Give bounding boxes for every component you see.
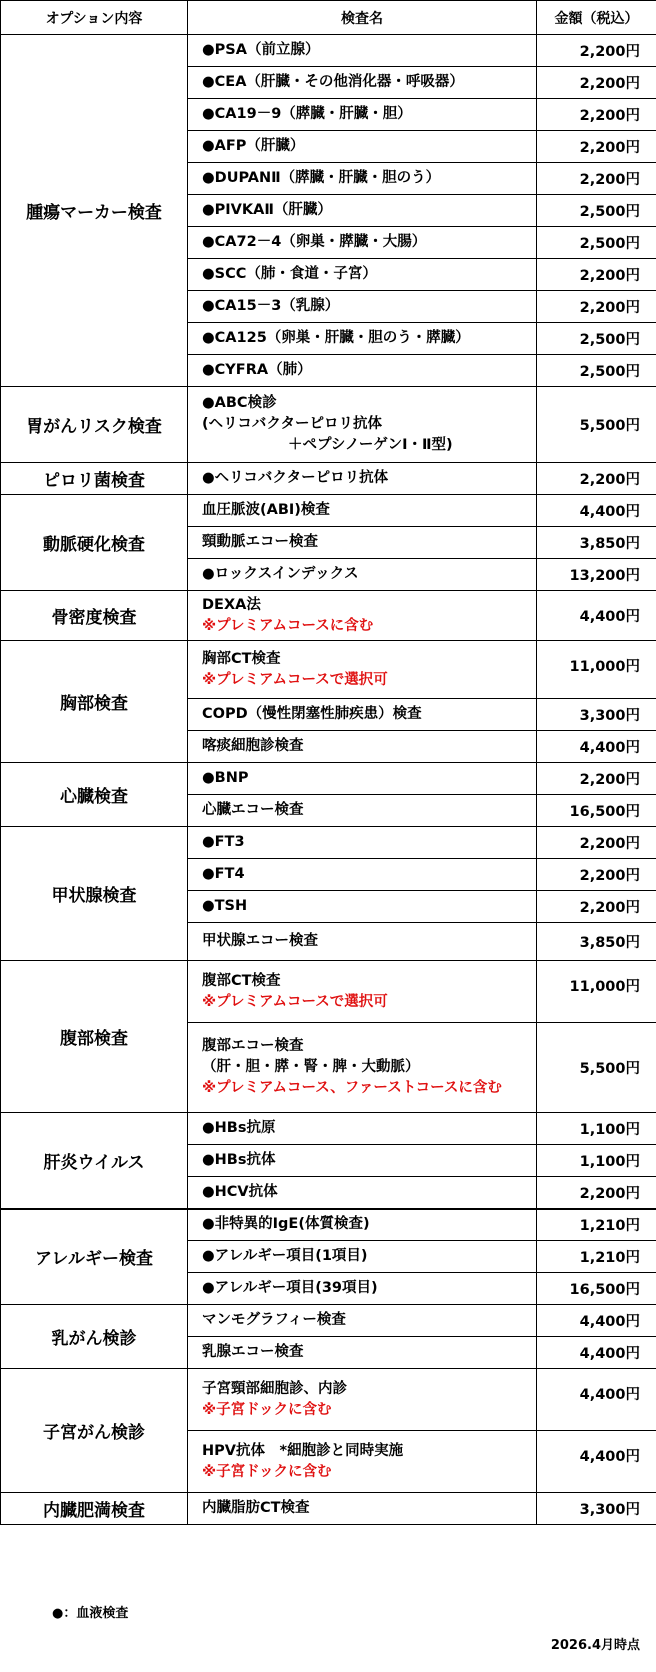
table-row <box>1 1493 656 1525</box>
price-cell: 1,100円 <box>537 1145 656 1177</box>
table-row <box>1 35 656 67</box>
test-name-line: ●アレルギー項目(1項目) <box>202 1248 368 1264</box>
test-name-cell <box>188 259 537 291</box>
test-name-line: ●FT3 <box>202 834 245 850</box>
test-name-cell <box>188 591 537 641</box>
test-name-line: ●PSA（前立腺） <box>202 42 320 58</box>
price-cell: 1,210円 <box>537 1241 656 1273</box>
test-name-cell <box>188 495 537 527</box>
test-name-cell <box>188 699 537 731</box>
test-name-cell <box>188 827 537 859</box>
category-cell: 肝炎ウイルス <box>1 1113 188 1209</box>
test-name-cell <box>188 1241 537 1273</box>
course-note: ※プレミアムコースで選択可 <box>202 671 388 688</box>
test-name-line: ●アレルギー項目(39項目) <box>202 1280 378 1296</box>
price-cell: 2,200円 <box>537 163 656 195</box>
test-name-line: ●CEA（肝臓・その他消化器・呼吸器） <box>202 74 464 90</box>
price-cell: 2,200円 <box>537 463 656 495</box>
course-note: ※子宮ドックに含む <box>202 1463 332 1480</box>
test-name-cell <box>188 559 537 591</box>
test-name-line: ●CA15－3（乳腺） <box>202 298 340 314</box>
test-name-cell <box>188 763 537 795</box>
test-name-line: 血圧脈波(ABI)検査 <box>202 502 330 518</box>
table-row <box>1 641 656 699</box>
test-name-cell <box>188 1113 537 1145</box>
price-cell: 13,200円 <box>537 559 656 591</box>
price-cell: 1,100円 <box>537 1113 656 1145</box>
price-cell: 16,500円 <box>537 1273 656 1305</box>
test-name-line: ●CA72－4（卵巣・膵臓・大腸） <box>202 234 427 250</box>
test-name-line: ●TSH <box>202 898 248 914</box>
price-cell: 2,500円 <box>537 355 656 387</box>
price-cell: 2,200円 <box>537 131 656 163</box>
course-note: ※プレミアムコースで選択可 <box>202 993 388 1010</box>
test-name-line: 喀痰細胞診検査 <box>202 738 304 754</box>
price-cell: 2,200円 <box>537 291 656 323</box>
course-note: ※プレミアムコース、ファーストコースに含む <box>202 1080 502 1096</box>
category-cell: 骨密度検査 <box>1 591 188 641</box>
test-name-cell <box>188 1209 537 1241</box>
test-name-cell <box>188 1337 537 1369</box>
price-cell: 2,200円 <box>537 891 656 923</box>
category-cell: 腫瘍マーカー検査 <box>1 35 188 387</box>
test-name-cell <box>188 1273 537 1305</box>
test-name-cell <box>188 731 537 763</box>
test-name-line: ●CA19－9（膵臓・肝臓・胆） <box>202 106 412 122</box>
test-name-line: ●CA125（卵巣・肝臓・胆のう・膵臓） <box>202 330 470 346</box>
test-name-line: HPV抗体 *細胞診と同時実施 <box>202 1442 404 1459</box>
price-cell: 2,200円 <box>537 259 656 291</box>
header-price: 金額（税込） <box>537 1 656 35</box>
blood-test-footnote: ●：血液検査 <box>52 1606 129 1621</box>
category-cell: 胸部検査 <box>1 641 188 763</box>
category-cell: 胃がんリスク検査 <box>1 387 188 463</box>
test-name-line: (ヘリコバクターピロリ抗体 <box>202 416 383 432</box>
price-cell: 2,200円 <box>537 99 656 131</box>
test-name-line: （肝・胆・膵・腎・脾・大動脈） <box>202 1059 420 1075</box>
test-name-line: 乳腺エコー検査 <box>202 1344 304 1360</box>
test-name-line: ●ロックスインデックス <box>202 566 359 582</box>
test-name-cell <box>188 1145 537 1177</box>
test-name-cell <box>188 641 537 699</box>
test-name-cell <box>188 1369 537 1431</box>
price-cell: 2,200円 <box>537 35 656 67</box>
test-name-line: 頸動脈エコー検査 <box>202 534 318 550</box>
test-name-cell <box>188 227 537 259</box>
price-cell: 3,300円 <box>537 699 656 731</box>
table-row <box>1 1305 656 1337</box>
test-name-line: ●非特異的IgE(体質検査) <box>202 1216 370 1233</box>
price-cell: 11,000円 <box>537 961 656 1023</box>
category-cell: 動脈硬化検査 <box>1 495 188 591</box>
table-row <box>1 1113 656 1145</box>
test-name-line: 腹部CT検査 <box>202 972 281 989</box>
as-of-date: 2026.4月時点 <box>550 1638 640 1653</box>
test-name-cell <box>188 527 537 559</box>
test-name-cell <box>188 355 537 387</box>
price-cell: 11,000円 <box>537 641 656 699</box>
table-row <box>1 961 656 1023</box>
price-cell: 4,400円 <box>537 731 656 763</box>
test-name-line: ●CYFRA（肺） <box>202 362 312 378</box>
table-header-row <box>1 1 656 35</box>
test-name-line: DEXA法 <box>202 596 261 613</box>
test-name-line: 内臓脂肪CT検査 <box>202 1500 310 1516</box>
test-name-cell <box>188 1305 537 1337</box>
test-name-line: ●DUPANⅡ（膵臓・肝臓・胆のう） <box>202 170 441 186</box>
table-row <box>1 591 656 641</box>
test-name-line: 心臓エコー検査 <box>202 802 304 818</box>
header-category: オプション内容 <box>1 1 188 35</box>
test-name-line: ●BNP <box>202 770 249 786</box>
table-row <box>1 463 656 495</box>
test-name-cell <box>188 387 537 463</box>
price-cell: 4,400円 <box>537 495 656 527</box>
test-name-line: 甲状腺エコー検査 <box>202 933 318 949</box>
price-cell: 2,200円 <box>537 827 656 859</box>
test-name-line: ●HBs抗原 <box>202 1120 276 1136</box>
table-row <box>1 827 656 859</box>
price-cell: 3,300円 <box>537 1493 656 1525</box>
price-cell: 2,500円 <box>537 195 656 227</box>
test-name-cell <box>188 35 537 67</box>
test-name-cell <box>188 323 537 355</box>
price-cell: 2,200円 <box>537 1177 656 1209</box>
test-name-cell <box>188 891 537 923</box>
price-cell: 5,500円 <box>537 387 656 463</box>
test-name-cell <box>188 131 537 163</box>
test-name-cell <box>188 795 537 827</box>
test-name-line: 子宮頸部細胞診、内診 <box>202 1380 347 1397</box>
test-name-cell <box>188 463 537 495</box>
category-cell: 内臓肥満検査 <box>1 1493 188 1525</box>
course-note: ※プレミアムコースに含む <box>202 617 374 634</box>
price-cell: 2,200円 <box>537 67 656 99</box>
test-name-cell <box>188 163 537 195</box>
test-name-cell <box>188 1023 537 1113</box>
price-cell: 3,850円 <box>537 527 656 559</box>
table-row <box>1 1209 656 1241</box>
test-name-line: 腹部エコー検査 <box>202 1038 304 1054</box>
price-cell: 2,500円 <box>537 227 656 259</box>
table-row <box>1 387 656 463</box>
price-cell: 4,400円 <box>537 1369 656 1431</box>
test-name-line: 胸部CT検査 <box>202 650 281 667</box>
test-name-line: ●HBs抗体 <box>202 1152 276 1168</box>
test-name-cell <box>188 195 537 227</box>
test-name-cell <box>188 67 537 99</box>
price-cell: 4,400円 <box>537 1431 656 1493</box>
test-name-line: ●SCC（肺・食道・子宮） <box>202 266 377 282</box>
table-row <box>1 763 656 795</box>
price-cell: 4,400円 <box>537 1305 656 1337</box>
test-name-line: ●FT4 <box>202 866 245 882</box>
category-cell: アレルギー検査 <box>1 1209 188 1305</box>
test-name-line: ＋ペプシノーゲンⅠ・Ⅱ型) <box>288 437 453 453</box>
price-cell: 4,400円 <box>537 591 656 641</box>
price-cell: 5,500円 <box>537 1023 656 1113</box>
category-cell: 甲状腺検査 <box>1 827 188 961</box>
test-name-line: ●PIVKAⅡ（肝臓） <box>202 202 332 218</box>
table-body <box>1 35 656 1525</box>
price-cell: 1,210円 <box>537 1209 656 1241</box>
test-name-cell <box>188 923 537 961</box>
category-cell: 心臓検査 <box>1 763 188 827</box>
price-cell: 2,200円 <box>537 859 656 891</box>
test-name-cell <box>188 291 537 323</box>
price-cell: 4,400円 <box>537 1337 656 1369</box>
test-name-cell <box>188 859 537 891</box>
test-name-line: ●AFP（肝臓） <box>202 138 305 154</box>
category-cell: 子宮がん検診 <box>1 1369 188 1493</box>
test-name-line: COPD（慢性閉塞性肺疾患）検査 <box>202 706 422 722</box>
price-cell: 16,500円 <box>537 795 656 827</box>
test-name-line: マンモグラフィー検査 <box>202 1312 346 1328</box>
category-cell: 腹部検査 <box>1 961 188 1113</box>
test-name-cell <box>188 1431 537 1493</box>
test-name-line: ●HCV抗体 <box>202 1183 278 1200</box>
test-name-cell <box>188 1493 537 1525</box>
table-row <box>1 1369 656 1431</box>
price-cell: 2,500円 <box>537 323 656 355</box>
price-cell: 2,200円 <box>537 763 656 795</box>
test-name-cell <box>188 99 537 131</box>
category-cell: ピロリ菌検査 <box>1 463 188 495</box>
price-cell: 3,850円 <box>537 923 656 961</box>
test-name-line: ●ABC検診 <box>202 395 277 411</box>
test-name-cell <box>188 961 537 1023</box>
test-name-cell <box>188 1177 537 1209</box>
header-test-name: 検査名 <box>188 1 537 35</box>
test-name-line: ●ヘリコバクターピロリ抗体 <box>202 470 389 486</box>
category-cell: 乳がん検診 <box>1 1305 188 1369</box>
table-row <box>1 495 656 527</box>
course-note: ※子宮ドックに含む <box>202 1401 332 1418</box>
